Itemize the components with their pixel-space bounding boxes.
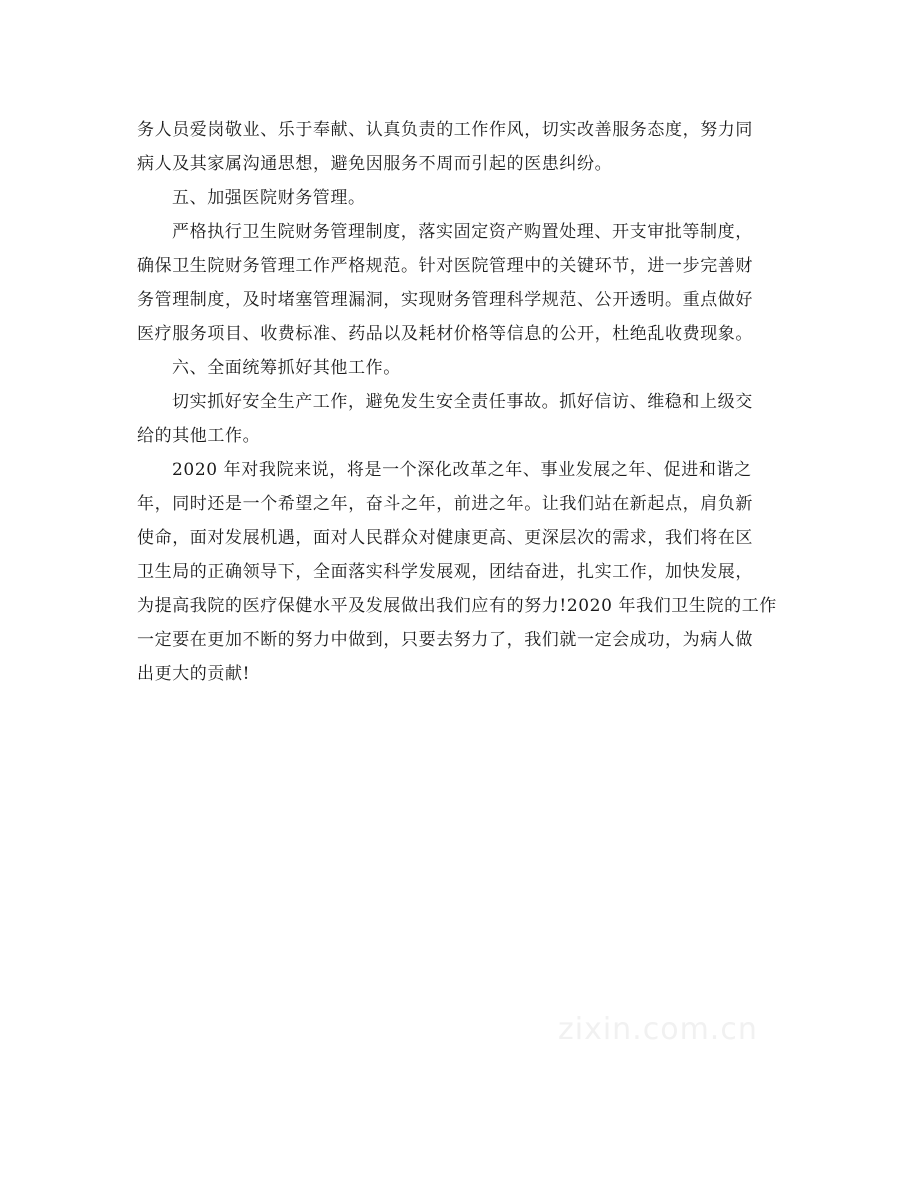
body-line: 为提高我院的医疗保健水平及发展做出我们应有的努力!2020 年我们卫生院的工作: [137, 596, 777, 616]
body-line: 切实抓好安全生产工作，避免发生安全责任事故。抓好信访、维稳和上级交: [172, 392, 753, 412]
body-line: 使命，面对发展机遇，面对人民群众对健康更高、更深层次的需求，我们将在区: [137, 528, 753, 548]
body-line: 卫生局的正确领导下，全面落实科学发展观，团结奋进，扎实工作，加快发展，: [137, 562, 753, 582]
watermark: zixin.com.cn: [558, 1012, 758, 1047]
body-line: 医疗服务项目、收费标准、药品以及耗材价格等信息的公开，杜绝乱收费现象。: [137, 324, 753, 344]
body-line: 严格执行卫生院财务管理制度，落实固定资产购置处理、开支审批等制度，: [172, 222, 753, 242]
body-line: 确保卫生院财务管理工作严格规范。针对医院管理中的关键环节，进一步完善财: [137, 256, 753, 276]
body-line: 务人员爱岗敬业、乐于奉献、认真负责的工作作风，切实改善服务态度，努力同: [137, 120, 753, 140]
body-line: 病人及其家属沟通思想，避免因服务不周而引起的医患纠纷。: [137, 154, 613, 174]
body-line: 一定要在更加不断的努力中做到，只要去努力了，我们就一定会成功，为病人做: [137, 630, 753, 650]
section-heading-6: 六、全面统筹抓好其他工作。: [172, 358, 401, 378]
body-line: 出更大的贡献!: [137, 664, 251, 684]
body-line: 给的其他工作。: [137, 426, 261, 446]
section-heading-5: 五、加强医院财务管理。: [172, 188, 366, 208]
body-line: 年，同时还是一个希望之年，奋斗之年，前进之年。让我们站在新起点，肩负新: [137, 494, 753, 514]
document-body: [137, 113, 787, 691]
body-line: 务管理制度，及时堵塞管理漏洞，实现财务管理科学规范、公开透明。重点做好: [137, 290, 753, 310]
body-line: 2020 年对我院来说，将是一个深化改革之年、事业发展之年、促进和谐之: [172, 460, 752, 480]
